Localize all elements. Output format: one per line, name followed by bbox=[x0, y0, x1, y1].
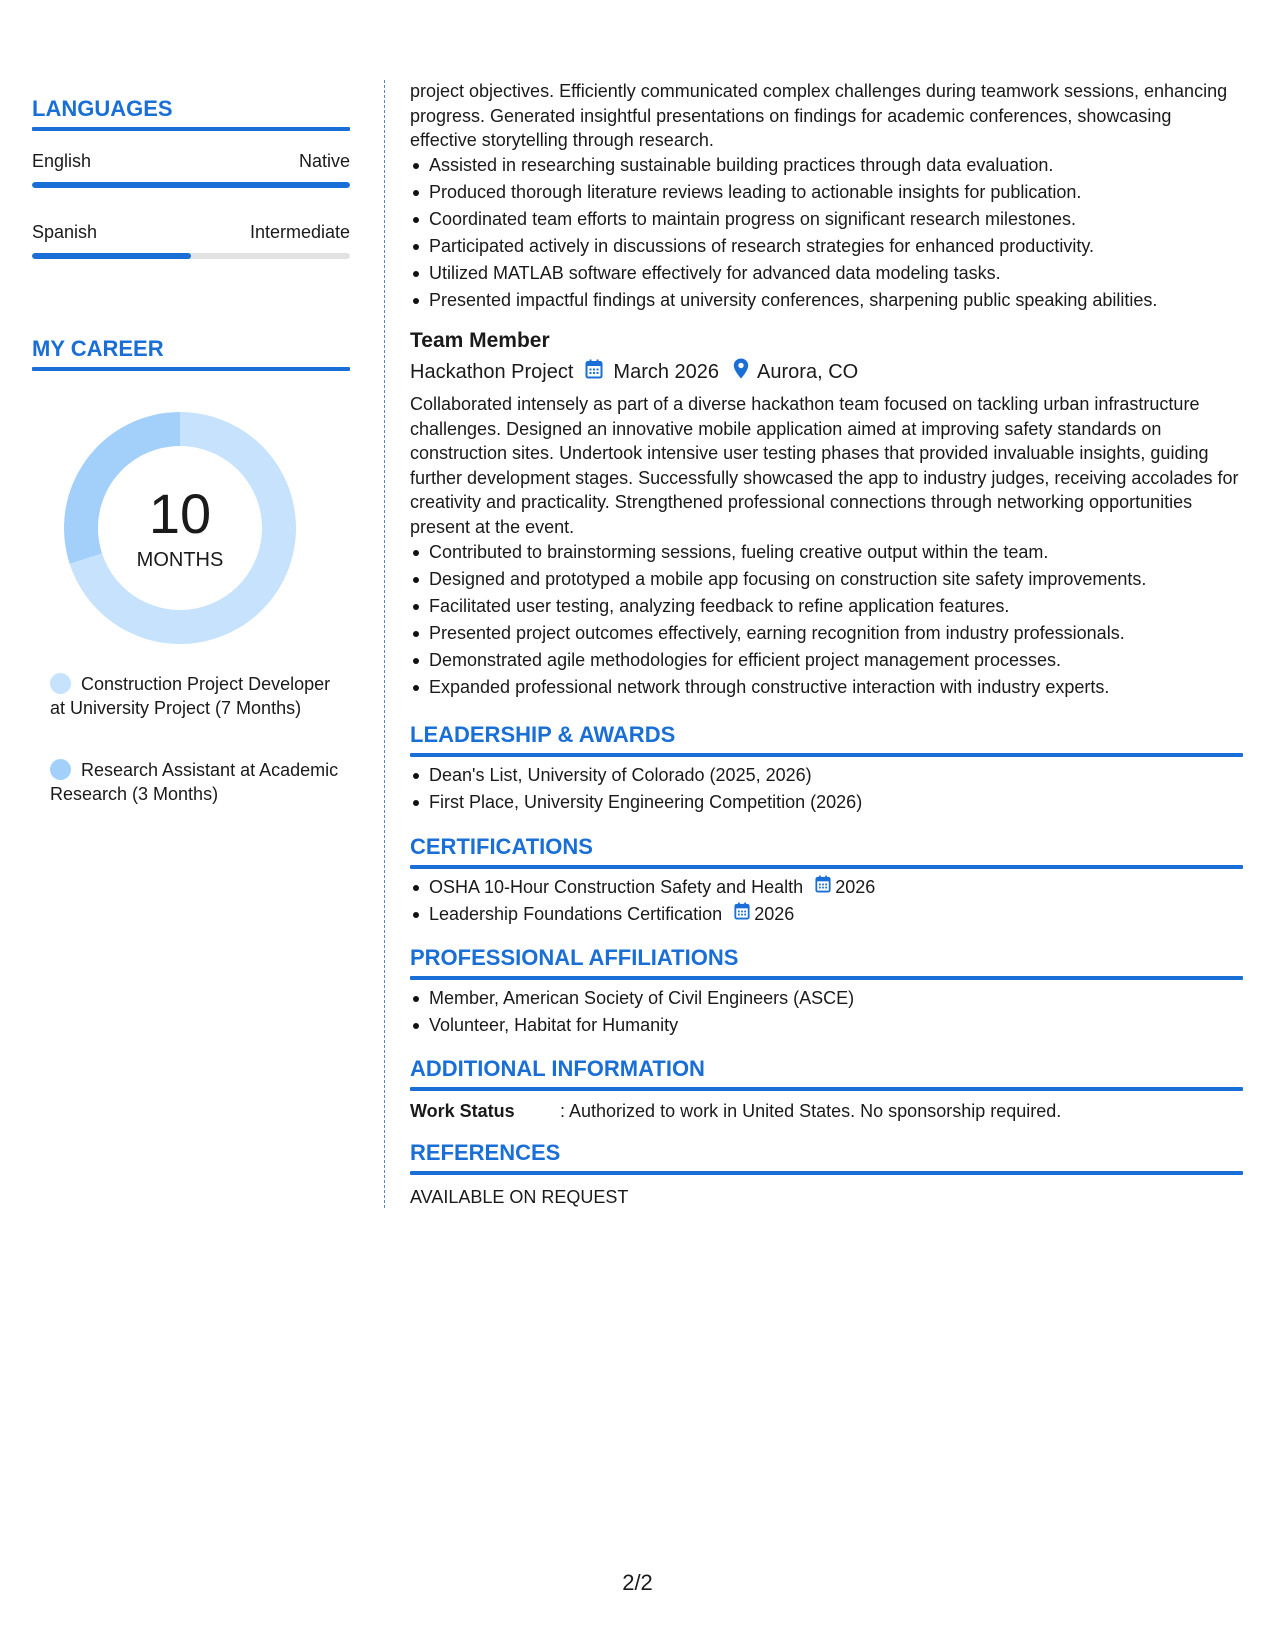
certification-year: 2026 bbox=[835, 877, 876, 897]
leadership-title: LEADERSHIP & AWARDS bbox=[410, 722, 676, 747]
language-level: Native bbox=[298, 151, 350, 171]
career-legend-item bbox=[50, 672, 340, 720]
career-title: MY CAREER bbox=[32, 336, 164, 361]
additional-title: ADDITIONAL INFORMATION bbox=[410, 1056, 705, 1081]
affiliations-list bbox=[410, 985, 1243, 1039]
language-item-spanish bbox=[32, 221, 350, 259]
career-section bbox=[32, 336, 350, 371]
job-date: March 2026 bbox=[613, 361, 720, 383]
job-title: Team Member bbox=[410, 329, 550, 352]
language-name: English bbox=[32, 151, 92, 171]
list-item: Produced thorough literature reviews leading to actionable insights for publication. bbox=[410, 179, 1243, 206]
additional-section bbox=[410, 1056, 1243, 1123]
certifications-title: CERTIFICATIONS bbox=[410, 834, 593, 859]
list-item: Designed and prototyped a mobile app focusing on construction site safety improvements. bbox=[410, 566, 1243, 593]
page-number: 2/2 bbox=[622, 1570, 653, 1595]
list-item bbox=[410, 901, 1243, 928]
languages-section bbox=[32, 96, 350, 259]
list-item: Member, American Society of Civil Engineers (ASCE) bbox=[410, 985, 1243, 1012]
legend-label: Research Assistant at Academic Research (3 Months) bbox=[50, 760, 339, 804]
intro-bullet-list bbox=[410, 152, 1243, 314]
references-section bbox=[410, 1140, 1243, 1209]
language-proficiency-bar bbox=[32, 182, 350, 188]
donut-center-value: 10 bbox=[148, 482, 212, 545]
affiliations-rule bbox=[410, 976, 1243, 980]
affiliations-title: PROFESSIONAL AFFILIATIONS bbox=[410, 945, 739, 970]
leadership-list bbox=[410, 762, 1243, 816]
language-item-english bbox=[32, 150, 350, 188]
list-item: Contributed to brainstorming sessions, fueling creative output within the team. bbox=[410, 539, 1243, 566]
job-meta bbox=[410, 358, 1243, 386]
leadership-rule bbox=[410, 753, 1243, 757]
job-paragraph: Collaborated intensely as part of a diverse hackathon team focused on tackling urban infrastructure challenges. Designed an innovative mobile application aimed at improving safety standards on construction sites. Undertook intensive user testing phases that provided invaluable insights, guiding further development stages. Successfully showcased the app to industry judges, receiving accolades for creativity and practicality. Strengthened professional connections through networking opportunities present at the event. bbox=[410, 394, 1239, 537]
list-item: Dean's List, University of Colorado (2025, 2026) bbox=[410, 762, 1243, 789]
language-proficiency-fill bbox=[32, 253, 191, 259]
work-status-label: Work Status bbox=[410, 1101, 515, 1121]
references-text: AVAILABLE ON REQUEST bbox=[410, 1187, 629, 1207]
location-pin-icon bbox=[733, 358, 749, 386]
certifications-rule bbox=[410, 865, 1243, 869]
references-title: REFERENCES bbox=[410, 1140, 561, 1165]
list-item: Demonstrated agile methodologies for efficient project management processes. bbox=[410, 647, 1243, 674]
leadership-section bbox=[410, 722, 1243, 816]
career-rule bbox=[32, 367, 350, 371]
calendar-icon bbox=[734, 901, 750, 928]
calendar-icon bbox=[585, 359, 603, 386]
list-item: Presented project outcomes effectively, earning recognition from industry professionals. bbox=[410, 620, 1243, 647]
job-location: Aurora, CO bbox=[757, 361, 859, 383]
intro-paragraph: project objectives. Efficiently communicated complex challenges during teamwork sessions, enhancing progress. Generated insightful presentations on findings for academic conferences, showcasing effective storytelling through research. bbox=[410, 81, 1228, 150]
certification-year: 2026 bbox=[754, 904, 795, 924]
job-entry bbox=[410, 328, 1243, 701]
work-status-value: : Authorized to work in United States. No sponsorship required. bbox=[560, 1101, 1062, 1121]
list-item: Facilitated user testing, analyzing feedback to refine application features. bbox=[410, 593, 1243, 620]
languages-rule bbox=[32, 127, 350, 131]
certifications-section bbox=[410, 834, 1243, 928]
references-rule bbox=[410, 1171, 1243, 1175]
list-item: Utilized MATLAB software effectively for advanced data modeling tasks. bbox=[410, 260, 1243, 287]
donut-center-unit: MONTHS bbox=[136, 549, 224, 571]
legend-label: Construction Project Developer at University Project (7 Months) bbox=[50, 674, 331, 718]
job-organization: Hackathon Project bbox=[410, 361, 574, 383]
certification-name: Leadership Foundations Certification bbox=[429, 904, 723, 924]
list-item: Coordinated team efforts to maintain progress on significant research milestones. bbox=[410, 206, 1243, 233]
job-bullet-list bbox=[410, 539, 1243, 701]
list-item: Presented impactful findings at university conferences, sharpening public speaking abilities. bbox=[410, 287, 1243, 314]
list-item: Assisted in researching sustainable building practices through data evaluation. bbox=[410, 152, 1243, 179]
list-item: Volunteer, Habitat for Humanity bbox=[410, 1012, 1243, 1039]
language-name: Spanish bbox=[32, 222, 98, 242]
list-item: First Place, University Engineering Competition (2026) bbox=[410, 789, 1243, 816]
work-status-row bbox=[410, 1099, 1243, 1123]
languages-title: LANGUAGES bbox=[32, 96, 173, 121]
column-divider bbox=[384, 80, 385, 1208]
legend-dot bbox=[50, 759, 71, 780]
certification-name: OSHA 10-Hour Construction Safety and Health bbox=[429, 877, 804, 897]
calendar-icon bbox=[815, 874, 831, 901]
career-donut-chart bbox=[64, 412, 296, 644]
certifications-list bbox=[410, 874, 1243, 928]
list-item: Participated actively in discussions of research strategies for enhanced productivity. bbox=[410, 233, 1243, 260]
language-proficiency-fill bbox=[32, 182, 350, 188]
list-item: Expanded professional network through constructive interaction with industry experts. bbox=[410, 674, 1243, 701]
language-proficiency-bar bbox=[32, 253, 350, 259]
additional-rule bbox=[410, 1087, 1243, 1091]
affiliations-section bbox=[410, 945, 1243, 1039]
career-legend-item bbox=[50, 758, 340, 806]
legend-dot bbox=[50, 673, 71, 694]
list-item bbox=[410, 874, 1243, 901]
language-level: Intermediate bbox=[249, 222, 350, 242]
